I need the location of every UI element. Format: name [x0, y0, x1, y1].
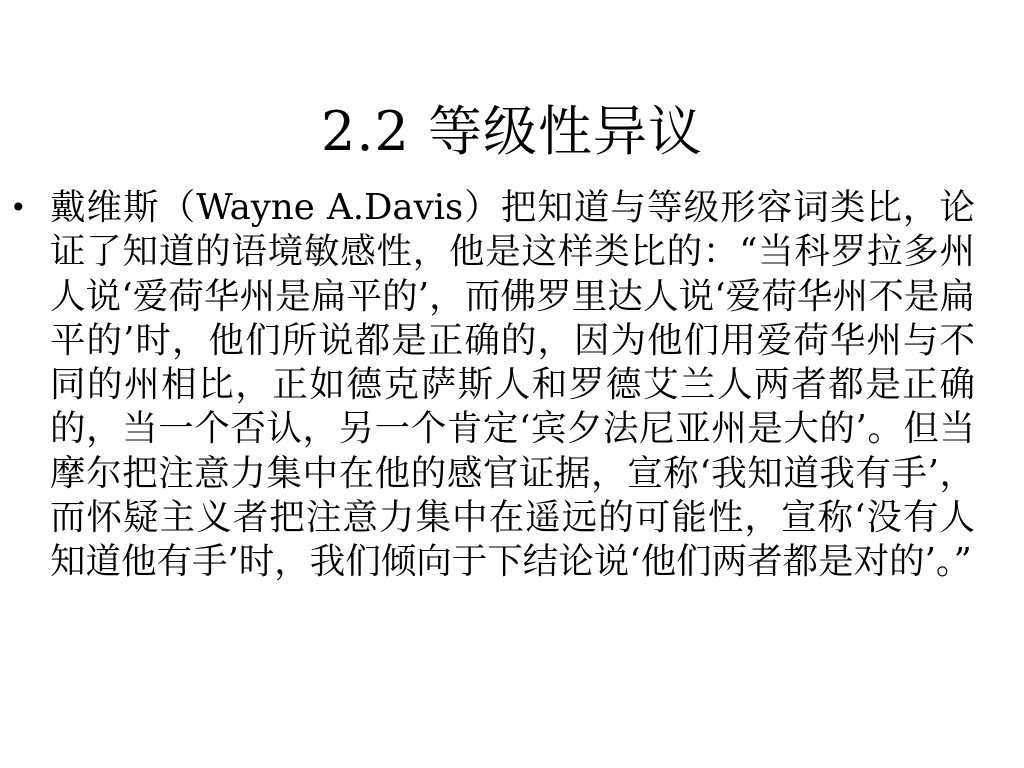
slide-title: 2.2 等级性异议: [320, 100, 704, 164]
bullet-marker: •: [10, 191, 27, 224]
body-text: 戴维斯（Wayne A.Davis）把知道与等级形容词类比，论证了知道的语境敏感性，他是这样类比的：“当科罗拉多州人说‘爱荷华州是扁平的’，而佛罗里达人说‘爱荷华州不是扁平的’时，他们所说都是正确的，因为他们用爱荷华州与不同的州相比，正如德克萨斯人和罗德艾兰人两者都是正确的，当一个否认，另一个肯定‘宾夕法尼亚州是大的’。但当摩尔把注意力集中在他的感官证据，宣称‘我知道我有手’，而怀疑主义者把注意力集中在遥远的可能性，宣称‘没有人知道他有手’时，我们倾向于下结论说‘他们两者都是对的’。”: [50, 187, 975, 583]
bullet-paragraph: [10, 186, 980, 585]
